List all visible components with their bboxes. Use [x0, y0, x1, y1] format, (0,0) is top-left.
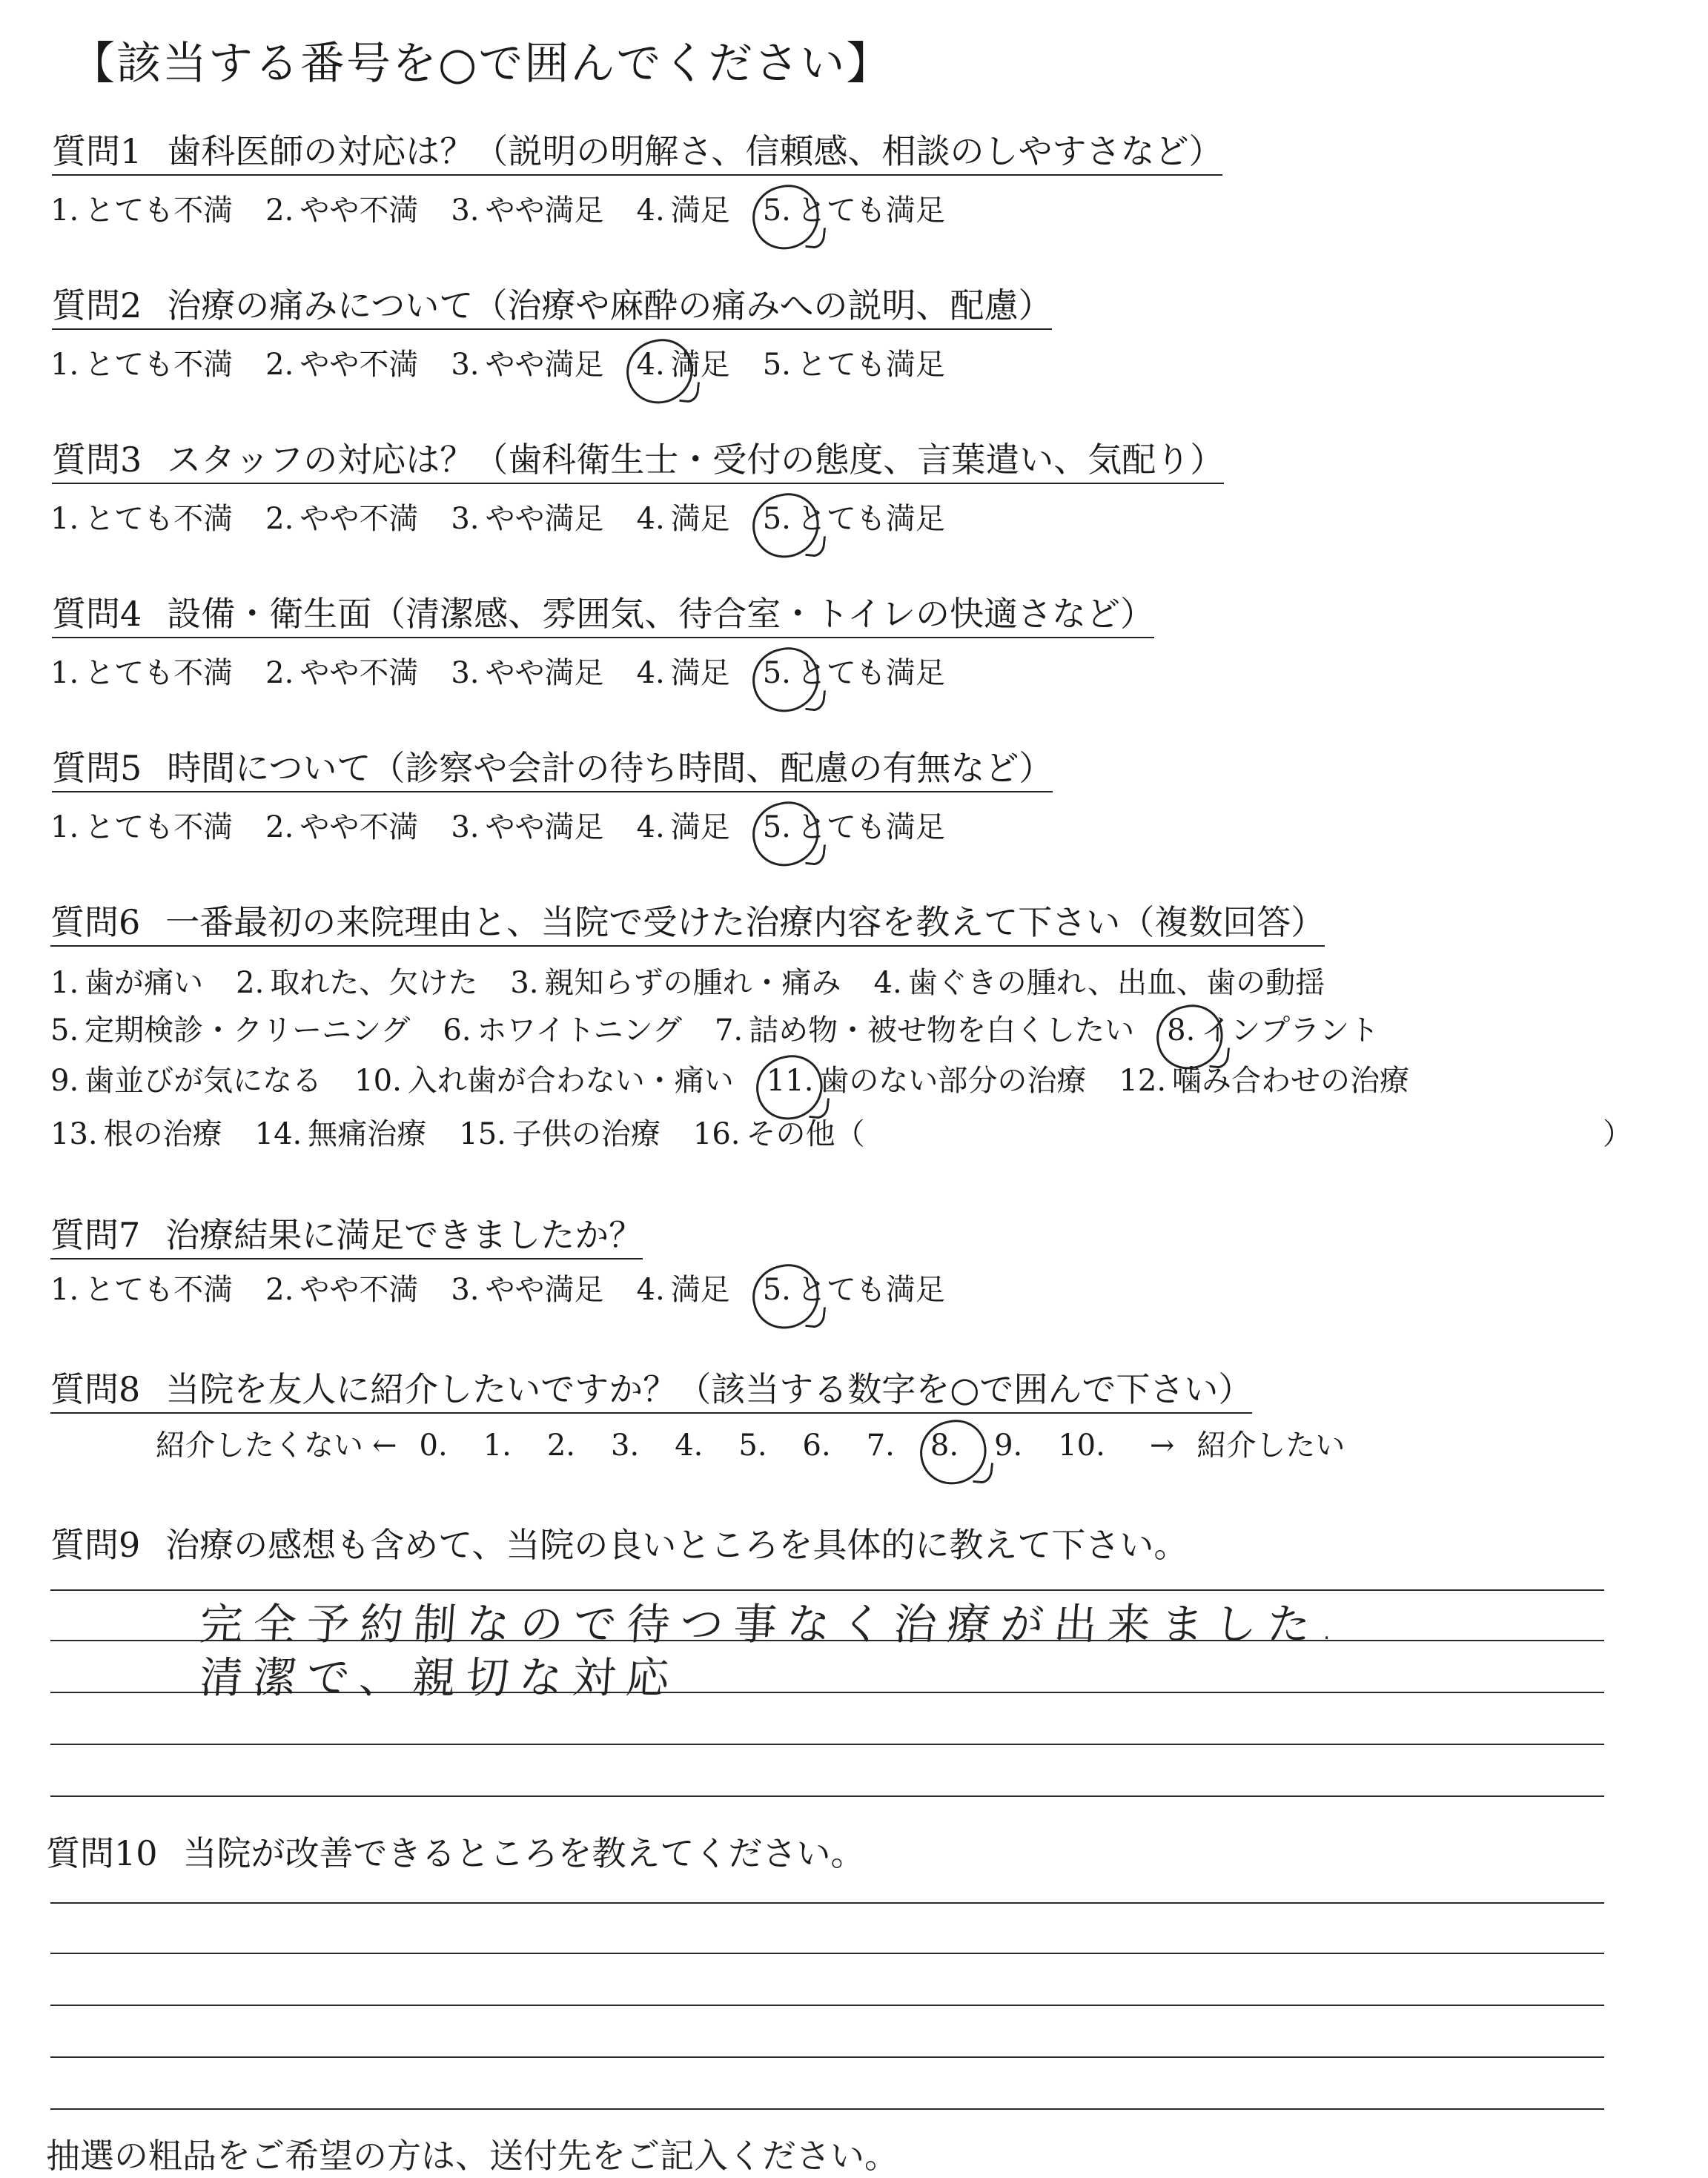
option-5-selected[interactable] — [763, 655, 945, 691]
question-8-title — [50, 1370, 1252, 1414]
left-arrow-icon: ← — [372, 1429, 397, 1463]
option-number: 3. — [510, 966, 539, 1000]
option-3[interactable] — [451, 501, 603, 537]
option-number: 8. — [1167, 1013, 1196, 1047]
option-4[interactable] — [637, 501, 730, 537]
option-4[interactable] — [874, 965, 1325, 1001]
option-3[interactable] — [510, 965, 841, 1001]
hand-drawn-circle — [747, 488, 825, 564]
question-6-options-row-4 — [50, 1116, 898, 1152]
question-number: 質問8 — [50, 1369, 141, 1409]
option-number: 3. — [451, 656, 480, 690]
question-number: 質問7 — [50, 1215, 141, 1255]
option-12[interactable] — [1119, 1063, 1409, 1099]
other-close-paren: ） — [1603, 1117, 1632, 1151]
question-9-title — [50, 1526, 1188, 1568]
option-number: 10. — [1058, 1429, 1105, 1463]
option-number: 13. — [50, 1117, 98, 1151]
option-label: 歯のない部分の治療 — [819, 1064, 1087, 1098]
question-6-options-row-3 — [50, 1063, 1442, 1099]
score-9[interactable] — [994, 1428, 1028, 1463]
option-label: 噛み合わせの治療 — [1172, 1064, 1410, 1098]
answer-line — [50, 1953, 1604, 1954]
question-5-title — [52, 749, 1053, 792]
option-3[interactable] — [451, 193, 603, 228]
option-label: 歯並びが気になる — [85, 1064, 322, 1098]
question-7-options — [50, 1272, 978, 1308]
option-9[interactable] — [50, 1063, 322, 1099]
option-number: 5. — [50, 1013, 79, 1047]
option-label: とても不満 — [85, 193, 234, 228]
option-number: 1. — [50, 1273, 79, 1307]
option-2[interactable] — [265, 655, 418, 691]
option-label: 満足 — [670, 193, 730, 228]
right-arrow-icon: → — [1149, 1429, 1175, 1463]
option-2[interactable] — [236, 965, 477, 1001]
option-3[interactable] — [451, 810, 603, 845]
score-2[interactable] — [547, 1428, 581, 1463]
option-number: 16. — [692, 1117, 741, 1151]
option-number: 2. — [265, 502, 294, 536]
option-number: 2. — [265, 348, 294, 382]
option-3[interactable] — [451, 347, 603, 383]
option-4-selected[interactable] — [637, 347, 730, 383]
option-4[interactable] — [637, 193, 730, 228]
option-number: 3. — [451, 348, 480, 382]
option-label: 満足 — [670, 348, 730, 382]
option-2[interactable] — [265, 1272, 418, 1308]
option-label: とても満足 — [796, 502, 945, 536]
question-text: スタッフの対応は？（歯科衛生士・受付の態度、言葉遣い、気配り） — [167, 440, 1225, 480]
option-number: 5. — [762, 193, 791, 228]
option-label: やや不満 — [299, 348, 419, 382]
option-number: 9. — [50, 1064, 79, 1098]
option-label: とても不満 — [85, 348, 234, 382]
score-8-selected[interactable] — [930, 1428, 964, 1463]
question-number: 質問5 — [52, 748, 142, 788]
answer-line — [50, 1902, 1604, 1904]
option-8-selected[interactable] — [1167, 1013, 1379, 1048]
handwritten-answer-line-1[interactable]: 完全予約制なので待つ事なく治療が出来ました. — [198, 1599, 1347, 1649]
option-2[interactable] — [265, 501, 418, 537]
option-number: 1. — [50, 966, 79, 1000]
hand-drawn-circle — [620, 334, 699, 410]
option-number: 1. — [50, 193, 79, 228]
option-5[interactable] — [763, 347, 945, 383]
option-number: 14. — [254, 1117, 302, 1151]
option-number: 3. — [451, 193, 480, 228]
question-number: 質問4 — [52, 594, 142, 634]
option-number: 5. — [738, 1429, 767, 1463]
option-label: やや不満 — [299, 810, 419, 844]
option-number: 5. — [762, 810, 791, 844]
question-1-options — [50, 193, 978, 228]
option-number: 2. — [265, 1273, 294, 1307]
option-label: 子供の治療 — [512, 1117, 661, 1151]
option-number: 4. — [636, 348, 665, 382]
option-label: とても不満 — [85, 502, 234, 536]
option-label: 無痛治療 — [308, 1117, 427, 1151]
score-6[interactable] — [803, 1428, 837, 1463]
option-1[interactable] — [50, 347, 233, 383]
option-number: 4. — [636, 502, 665, 536]
option-3[interactable] — [451, 1272, 603, 1308]
option-label: とても満足 — [796, 193, 945, 228]
answer-line — [50, 2108, 1604, 2110]
answer-line — [50, 2005, 1604, 2006]
option-number: 1. — [50, 348, 79, 382]
option-1[interactable] — [50, 1272, 233, 1308]
option-number: 15. — [459, 1117, 506, 1151]
hand-drawn-circle — [747, 1259, 825, 1335]
option-2[interactable] — [265, 193, 418, 228]
option-number: 4. — [675, 1429, 704, 1463]
option-label: やや満足 — [485, 193, 604, 228]
question-text: 治療結果に満足できましたか？ — [165, 1215, 643, 1255]
option-3[interactable] — [451, 655, 603, 691]
option-16-other[interactable] — [693, 1116, 865, 1152]
option-number: 4. — [636, 193, 665, 228]
answer-line — [50, 2056, 1604, 2058]
option-label: やや満足 — [485, 810, 604, 844]
question-6-options-row-1 — [50, 965, 1357, 1001]
option-number: 11. — [766, 1064, 814, 1098]
question-text: 一番最初の来院理由と、当院で受けた治療内容を教えて下さい（複数回答） — [165, 902, 1325, 942]
option-label: やや満足 — [485, 656, 604, 690]
option-label: 満足 — [670, 810, 730, 844]
option-label: やや満足 — [485, 1273, 604, 1307]
option-7[interactable] — [715, 1013, 1134, 1048]
option-number: 5. — [762, 656, 791, 690]
option-5-selected[interactable] — [763, 1272, 945, 1308]
option-number: 5. — [762, 1273, 791, 1307]
score-10[interactable] — [1058, 1428, 1111, 1463]
score-1[interactable] — [483, 1428, 517, 1463]
question-3-options — [50, 501, 978, 537]
instruction-header: 【該当する番号を○で囲んでください】 — [70, 38, 893, 90]
question-1-title — [52, 132, 1222, 176]
question-number: 質問9 — [50, 1525, 141, 1565]
option-label: やや満足 — [485, 502, 604, 536]
option-label: 歯ぐきの腫れ、出血、歯の動揺 — [907, 966, 1325, 1000]
option-number: 1. — [483, 1429, 512, 1463]
option-label: 取れた、欠けた — [270, 966, 478, 1000]
option-2[interactable] — [265, 810, 418, 845]
option-label: とても不満 — [85, 1273, 234, 1307]
option-number: 2. — [546, 1429, 576, 1463]
option-label: ホワイトニング — [477, 1013, 682, 1047]
answer-line — [50, 1744, 1604, 1745]
option-label: やや不満 — [299, 502, 419, 536]
question-7-title — [50, 1216, 643, 1260]
option-label: とても満足 — [796, 1273, 945, 1307]
option-label: とても満足 — [796, 810, 945, 844]
option-1[interactable] — [50, 965, 203, 1001]
option-label: とても不満 — [85, 656, 234, 690]
option-number: 4. — [636, 810, 665, 844]
option-2[interactable] — [265, 347, 418, 383]
option-number: 0. — [419, 1429, 448, 1463]
hand-drawn-circle — [747, 796, 825, 873]
option-number: 4. — [873, 966, 902, 1000]
option-1[interactable] — [50, 193, 233, 228]
question-text: 当院を友人に紹介したいですか？（該当する数字を○で囲んで下さい） — [165, 1369, 1253, 1409]
option-11-selected[interactable] — [767, 1063, 1087, 1099]
option-5-selected[interactable] — [763, 193, 945, 228]
option-number: 2. — [236, 966, 265, 1000]
hand-drawn-circle — [750, 1050, 829, 1126]
answer-line — [50, 1795, 1604, 1797]
option-4[interactable] — [637, 1272, 730, 1308]
option-1[interactable] — [50, 655, 233, 691]
option-label: 根の治療 — [103, 1117, 222, 1151]
option-number: 1. — [50, 810, 79, 844]
hand-drawn-circle — [747, 179, 825, 256]
score-7[interactable] — [867, 1428, 901, 1463]
hand-drawn-circle — [747, 642, 825, 718]
question-8-scale — [156, 1428, 1345, 1463]
option-number: 5. — [762, 348, 791, 382]
option-number: 3. — [451, 1273, 480, 1307]
option-number: 7. — [714, 1013, 744, 1047]
score-4[interactable] — [675, 1428, 709, 1463]
option-label: とても満足 — [796, 656, 945, 690]
score-5[interactable] — [738, 1428, 772, 1463]
option-4[interactable] — [637, 655, 730, 691]
option-label: 詰め物・被せ物を白くしたい — [749, 1013, 1135, 1047]
option-number: 1. — [50, 502, 79, 536]
option-14[interactable] — [255, 1116, 427, 1152]
option-10[interactable] — [354, 1063, 734, 1099]
question-number: 質問10 — [46, 1833, 158, 1873]
question-number: 質問2 — [52, 285, 142, 325]
footer-note: 抽選の粗品をご希望の方は、送付先をご記入ください。 — [46, 2136, 898, 2176]
question-3-title — [52, 440, 1224, 484]
option-number: 5. — [762, 502, 791, 536]
question-text: 設備・衛生面（清潔感、雰囲気、待合室・トイレの快適さなど） — [167, 594, 1154, 634]
handwritten-answer-line-2[interactable]: 清潔で、親切な対応 — [198, 1652, 681, 1703]
question-4-title — [52, 595, 1154, 638]
question-text: 治療の感想も含めて、当院の良いところを具体的に教えて下さい。 — [165, 1525, 1188, 1565]
question-text: 時間について（診察や会計の待ち時間、配慮の有無など） — [167, 748, 1053, 788]
score-0[interactable] — [420, 1428, 454, 1463]
hand-drawn-circle — [914, 1414, 993, 1491]
option-13[interactable] — [50, 1116, 222, 1152]
question-6-title — [50, 903, 1325, 947]
option-number: 8. — [930, 1429, 959, 1463]
option-label: 親知らずの腫れ・痛み — [544, 966, 841, 1000]
option-label: とても満足 — [796, 348, 945, 382]
option-1[interactable] — [50, 501, 233, 537]
option-label: その他（ — [746, 1117, 865, 1151]
option-label: とても不満 — [85, 810, 234, 844]
option-5-selected[interactable] — [763, 501, 945, 537]
question-number: 質問6 — [50, 902, 141, 942]
question-text: 当院が改善できるところを教えてください。 — [182, 1833, 865, 1873]
option-1[interactable] — [50, 810, 233, 845]
question-text: 歯科医師の対応は？（説明の明解さ、信頼感、相談のしやすさなど） — [167, 131, 1223, 171]
option-number: 10. — [354, 1064, 402, 1098]
option-number: 3. — [451, 502, 480, 536]
option-label: 歯が痛い — [85, 966, 204, 1000]
option-label: やや不満 — [299, 656, 419, 690]
score-3[interactable] — [611, 1428, 645, 1463]
option-number: 3. — [451, 810, 480, 844]
option-5[interactable] — [50, 1013, 410, 1048]
option-number: 4. — [636, 656, 665, 690]
option-number: 3. — [611, 1429, 640, 1463]
option-label: 満足 — [670, 656, 730, 690]
question-number: 質問1 — [52, 131, 142, 171]
question-6-options-row-2 — [50, 1013, 1411, 1048]
option-5-selected[interactable] — [763, 810, 945, 845]
option-label: 満足 — [670, 1273, 730, 1307]
question-number: 質問3 — [52, 440, 142, 480]
scale-low-label: 紹介したくない — [156, 1429, 363, 1463]
question-10-title — [46, 1834, 865, 1876]
question-2-title — [52, 286, 1052, 330]
option-number: 12. — [1119, 1064, 1167, 1098]
option-label: 入れ歯が合わない・痛い — [407, 1064, 734, 1098]
option-6[interactable] — [443, 1013, 682, 1048]
option-label: やや満足 — [485, 348, 604, 382]
option-15[interactable] — [459, 1116, 661, 1152]
option-label: やや不満 — [299, 1273, 419, 1307]
option-number: 9. — [994, 1429, 1023, 1463]
option-label: やや不満 — [299, 193, 419, 228]
option-number: 6. — [802, 1429, 831, 1463]
option-number: 6. — [443, 1013, 471, 1047]
option-label: インプラント — [1201, 1013, 1380, 1047]
option-label: 定期検診・クリーニング — [85, 1013, 411, 1047]
option-number: 2. — [265, 193, 294, 228]
option-number: 1. — [50, 656, 79, 690]
question-2-options — [50, 347, 978, 383]
option-number: 4. — [636, 1273, 665, 1307]
option-4[interactable] — [637, 810, 730, 845]
option-number: 7. — [866, 1429, 895, 1463]
scale-high-label: 紹介したい — [1196, 1429, 1345, 1463]
option-number: 2. — [265, 810, 294, 844]
question-4-options — [50, 655, 978, 691]
option-number: 2. — [265, 656, 294, 690]
option-label: 満足 — [670, 502, 730, 536]
question-text: 治療の痛みについて（治療や麻酔の痛みへの説明、配慮） — [167, 285, 1053, 325]
question-5-options — [50, 810, 978, 845]
